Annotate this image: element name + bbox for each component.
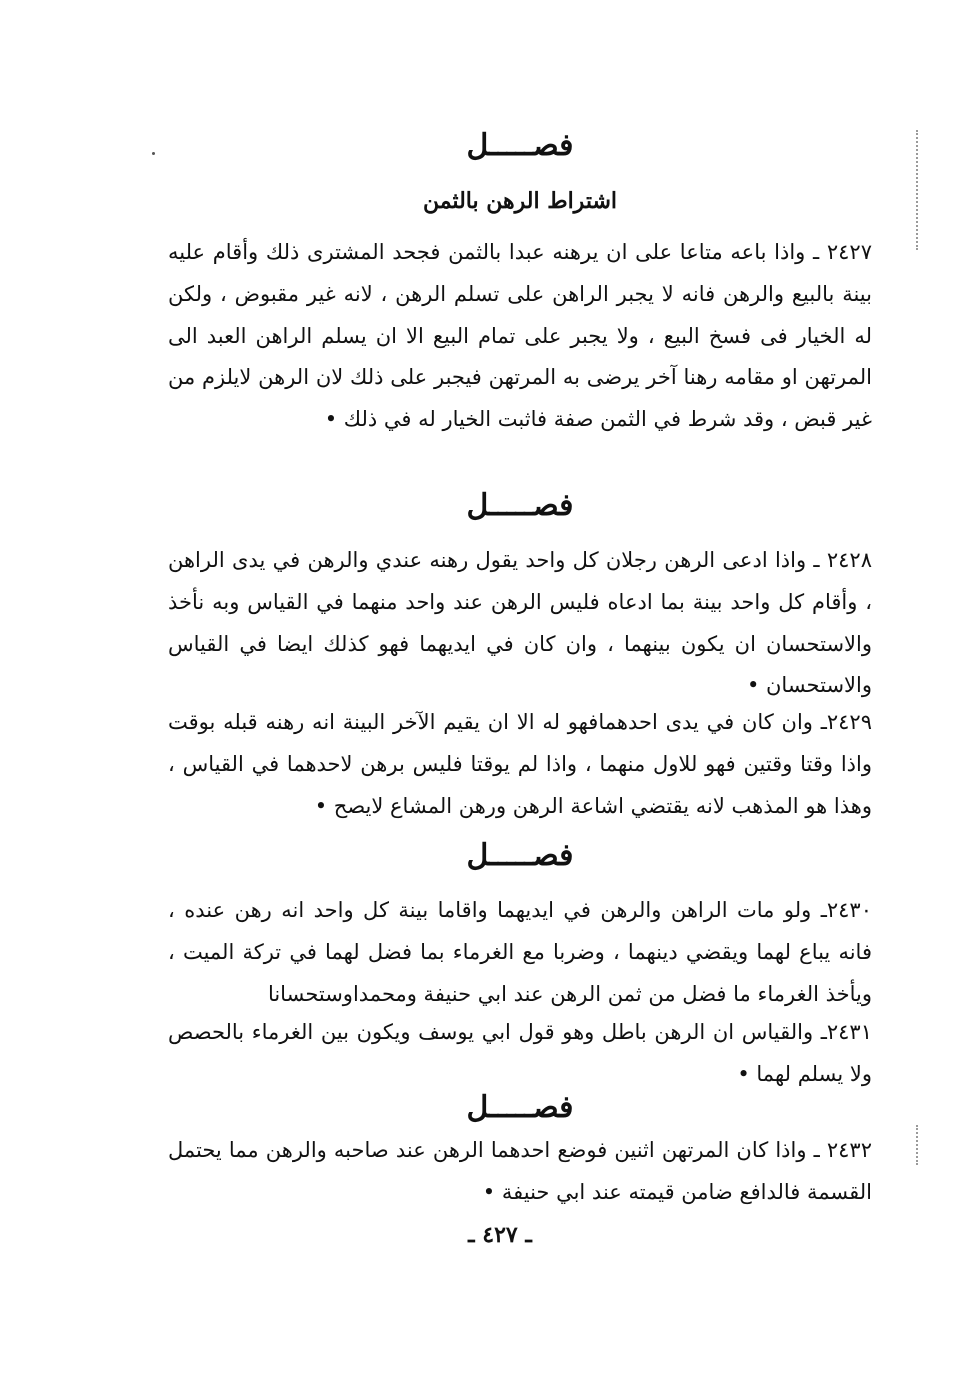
paragraph-2432: ٢٤٣٢ ـ واذا كان المرتهن اثنين فوضع احدهما الرهن عند صاحبه والرهن مما يحتمل القسمة فالدافع ضامن قيمته عند ابي حنيفة • <box>168 1138 872 1204</box>
section-heading-fasl-3: فصـــــل <box>466 838 574 873</box>
paragraph-2428: ٢٤٢٨ ـ واذا ادعى الرهن رجلان كل واحد يقول رهنه عندي والرهن في يدى الراهن ، وأقام كل واحد بينة بما ادعاه فليس الرهن عند واحد منهما في القياس وبه نأخذ والاستحسان ان يكون بينهما ، وان كان في ايديهما فهو كذلك ايضا في القياس والاستحسان • <box>168 548 872 698</box>
section-heading-fasl-4: فصـــــل <box>466 1090 574 1125</box>
section-subtitle: اشتراط الرهن بالثمن <box>422 188 618 214</box>
section-heading-fasl-1: فصـــــل <box>466 128 574 163</box>
paragraph-2430: ٢٤٣٠ـ ولو مات الراهن والرهن في ايديهما واقاما بينة كل واحد انه رهن عنده ، فانه يباع لهما ويقضي دينهما ، وضربا مع الغرماء بما فضل لهما في تركة الميت ، ويأخذ الغرماء ما فضل من ثمن الرهن عند ابي حنيفة ومحمداوستحسانا <box>168 898 872 1006</box>
page-number: ـ ٤٢٧ ـ <box>468 1222 532 1248</box>
paragraph-2431: ٢٤٣١ـ والقياس ان الرهن باطل وهو قول ابي يوسف ويكون بين الغرماء بالحصص ولا يسلم لهما • <box>168 1020 872 1086</box>
paragraph-2429: ٢٤٢٩ـ وان كان في يدى احدهمافهو له الا ان يقيم الآخر البينة انه رهنه قبله بوقت واذا وقتا وقتين فهو للاول منهما ، واذا لم يوقتا فليس برهن لاحدهما في القياس ، وهذا هو المذهب لانه يقتضي اشاعة الرهن ورهن المشاع لايصح • <box>168 710 872 818</box>
margin-dots-bottom <box>916 1125 920 1165</box>
paragraph-2427: ٢٤٢٧ ـ واذا باعه متاعا على ان يرهنه عبدا بالثمن فجحد المشترى ذلك وأقام عليه بينة بالبيع والرهن فانه لا يجبر الراهن على تسلم الرهن ، لانه غير مقبوض ، ولكن له الخيار فى فسخ البيع ، ولا يجبر على تمام البيع الا ان يسلم الراهن العبد الى المرتهن او مقامه رهنا آخر يرضى به المرتهن فيجبر على ذلك لان الرهن لايلزم من غير قبض ، وقد شرط في الثمن صفة فاثبت الخيار له في ذلك • <box>168 240 872 432</box>
margin-dots-top <box>916 130 920 250</box>
section-heading-fasl-2: فصـــــل <box>466 488 574 523</box>
scan-speck <box>152 152 155 155</box>
